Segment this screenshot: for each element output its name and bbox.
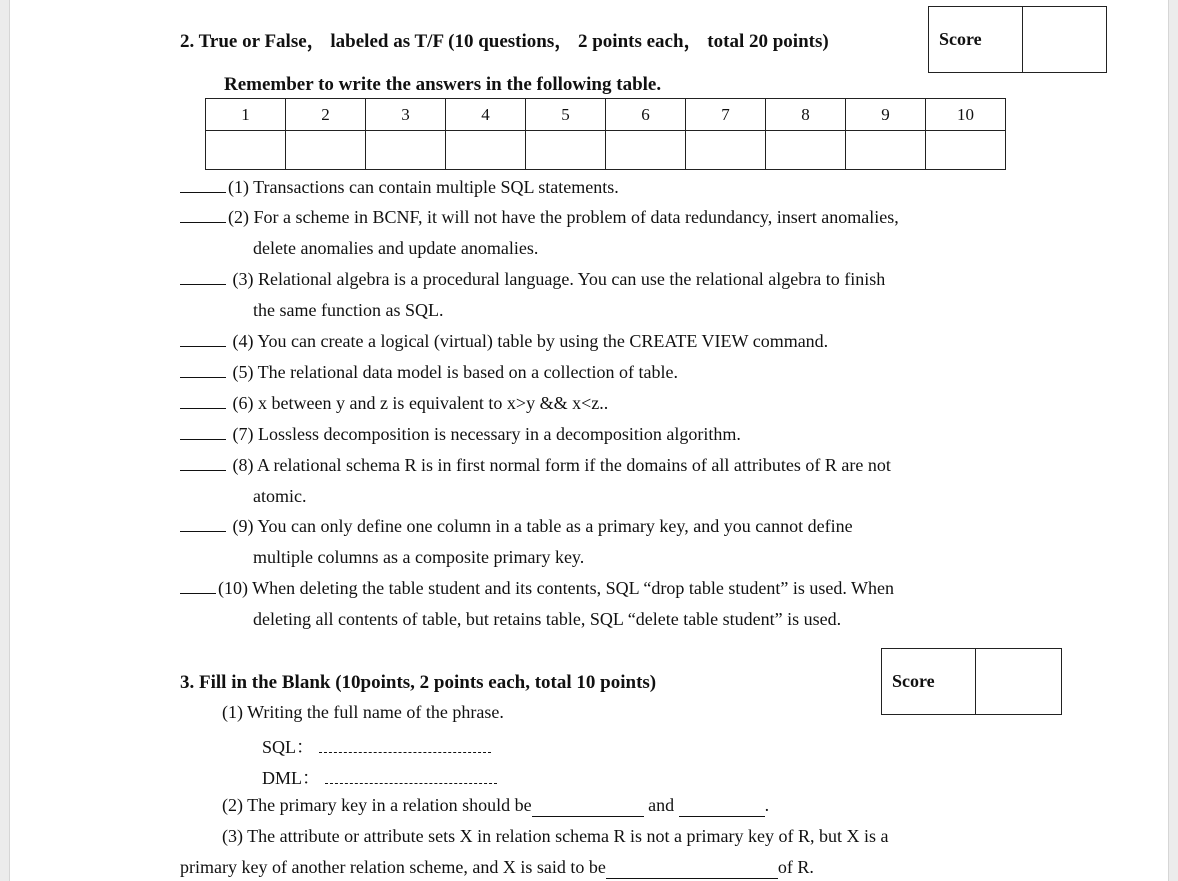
q2-blank-2[interactable] <box>679 795 765 817</box>
answer-blank[interactable] <box>180 579 216 594</box>
section3-score-label: Score <box>882 649 976 714</box>
answer-cell-2[interactable] <box>286 131 366 170</box>
answer-blank[interactable] <box>180 208 226 223</box>
section2-instruction: Remember to write the answers in the following table. <box>224 74 662 95</box>
question-text: (1) Transactions can contain multiple SQL statements. <box>228 177 619 197</box>
sql-blank[interactable] <box>319 738 491 753</box>
answer-cell-6[interactable] <box>606 131 686 170</box>
page-left-margin <box>0 0 10 881</box>
question-text: (8) A relational schema R is in first normal form if the domains of all attributes of R are not <box>228 455 891 475</box>
answer-cell-10[interactable] <box>926 131 1006 170</box>
section3-score-box <box>881 648 1062 715</box>
fill-question-3-continued <box>180 857 814 879</box>
question-text: (4) You can create a logical (virtual) table by using the CREATE VIEW command. <box>228 331 829 351</box>
q3-text: primary key of another relation scheme, and X is said to be <box>180 857 606 877</box>
question-2-continued: delete anomalies and update anomalies. <box>253 238 539 258</box>
question-8 <box>180 455 891 476</box>
answer-table-number-row <box>206 99 1006 131</box>
question-2 <box>180 207 899 228</box>
question-text: (5) The relational data model is based on a collection of table. <box>228 362 679 382</box>
answer-cell-3[interactable] <box>366 131 446 170</box>
question-10 <box>180 578 894 599</box>
answer-cell-4[interactable] <box>446 131 526 170</box>
sql-label: SQL： <box>262 737 315 757</box>
section2-score-label: Score <box>929 7 1023 72</box>
answer-number: 4 <box>446 99 526 131</box>
answer-cell-7[interactable] <box>686 131 766 170</box>
section3-score-cell[interactable] <box>976 649 1061 714</box>
section2-score-cell[interactable] <box>1023 7 1106 72</box>
answer-blank[interactable] <box>180 394 226 409</box>
answer-blank[interactable] <box>180 332 226 347</box>
question-text: (6) x between y and z is equivalent to x>y && x<z.. <box>228 393 609 413</box>
question-5 <box>180 362 678 383</box>
answer-number: 7 <box>686 99 766 131</box>
q2-and: and <box>648 795 675 815</box>
question-4 <box>180 331 828 352</box>
question-9 <box>180 516 853 537</box>
question-3-continued: the same function as SQL. <box>253 300 444 320</box>
dml-row <box>262 764 497 790</box>
answer-blank[interactable] <box>180 363 226 378</box>
question-1 <box>180 177 619 198</box>
question-7 <box>180 424 741 445</box>
answer-table-blank-row <box>206 131 1006 170</box>
question-text: (10) When deleting the table student and its contents, SQL “drop table student” is used. When <box>218 578 895 598</box>
dml-blank[interactable] <box>325 769 497 784</box>
question-8-continued: atomic. <box>253 486 307 506</box>
question-text: (2) For a scheme in BCNF, it will not have the problem of data redundancy, insert anomalies, <box>228 207 899 227</box>
answer-number: 8 <box>766 99 846 131</box>
q2-text: (2) The primary key in a relation should be <box>222 795 532 815</box>
sql-row <box>262 733 491 759</box>
q2-end: . <box>764 795 770 815</box>
answer-cell-8[interactable] <box>766 131 846 170</box>
question-text: (3) Relational algebra is a procedural language. You can use the relational algebra to finish <box>228 269 886 289</box>
answer-number: 9 <box>846 99 926 131</box>
q3-blank[interactable] <box>606 857 778 879</box>
question-text: (7) Lossless decomposition is necessary in a decomposition algorithm. <box>228 424 741 444</box>
answer-cell-9[interactable] <box>846 131 926 170</box>
answer-number: 1 <box>206 99 286 131</box>
question-text: (9) You can only define one column in a table as a primary key, and you cannot define <box>228 516 853 536</box>
fill-question-2 <box>222 795 769 817</box>
answer-number: 2 <box>286 99 366 131</box>
answer-blank[interactable] <box>180 456 226 471</box>
question-3 <box>180 269 885 290</box>
answer-number: 10 <box>926 99 1006 131</box>
answer-number: 3 <box>366 99 446 131</box>
answer-blank[interactable] <box>180 517 226 532</box>
section2-score-box <box>928 6 1107 73</box>
answer-table <box>205 98 1006 170</box>
q2-blank-1[interactable] <box>532 795 644 817</box>
page-scrollbar-track[interactable] <box>1168 0 1178 881</box>
answer-blank[interactable] <box>180 178 226 193</box>
question-6 <box>180 393 608 414</box>
answer-number: 6 <box>606 99 686 131</box>
section2-heading: 2. True or False， labeled as T/F (10 questions， 2 points each， total 20 points) <box>180 31 829 52</box>
fill-question-3: (3) The attribute or attribute sets X in relation schema R is not a primary key of R, but X is a <box>222 826 889 846</box>
dml-label: DML： <box>262 768 320 788</box>
answer-number: 5 <box>526 99 606 131</box>
fill-question-1: (1) Writing the full name of the phrase. <box>222 702 504 722</box>
q3-suffix: of R. <box>777 857 814 877</box>
answer-cell-1[interactable] <box>206 131 286 170</box>
answer-cell-5[interactable] <box>526 131 606 170</box>
answer-blank[interactable] <box>180 425 226 440</box>
question-10-continued: deleting all contents of table, but retains table, SQL “delete table student” is used. <box>253 609 842 629</box>
question-9-continued: multiple columns as a composite primary key. <box>253 547 585 567</box>
answer-blank[interactable] <box>180 270 226 285</box>
section3-heading: 3. Fill in the Blank (10points, 2 points each, total 10 points) <box>180 672 657 693</box>
